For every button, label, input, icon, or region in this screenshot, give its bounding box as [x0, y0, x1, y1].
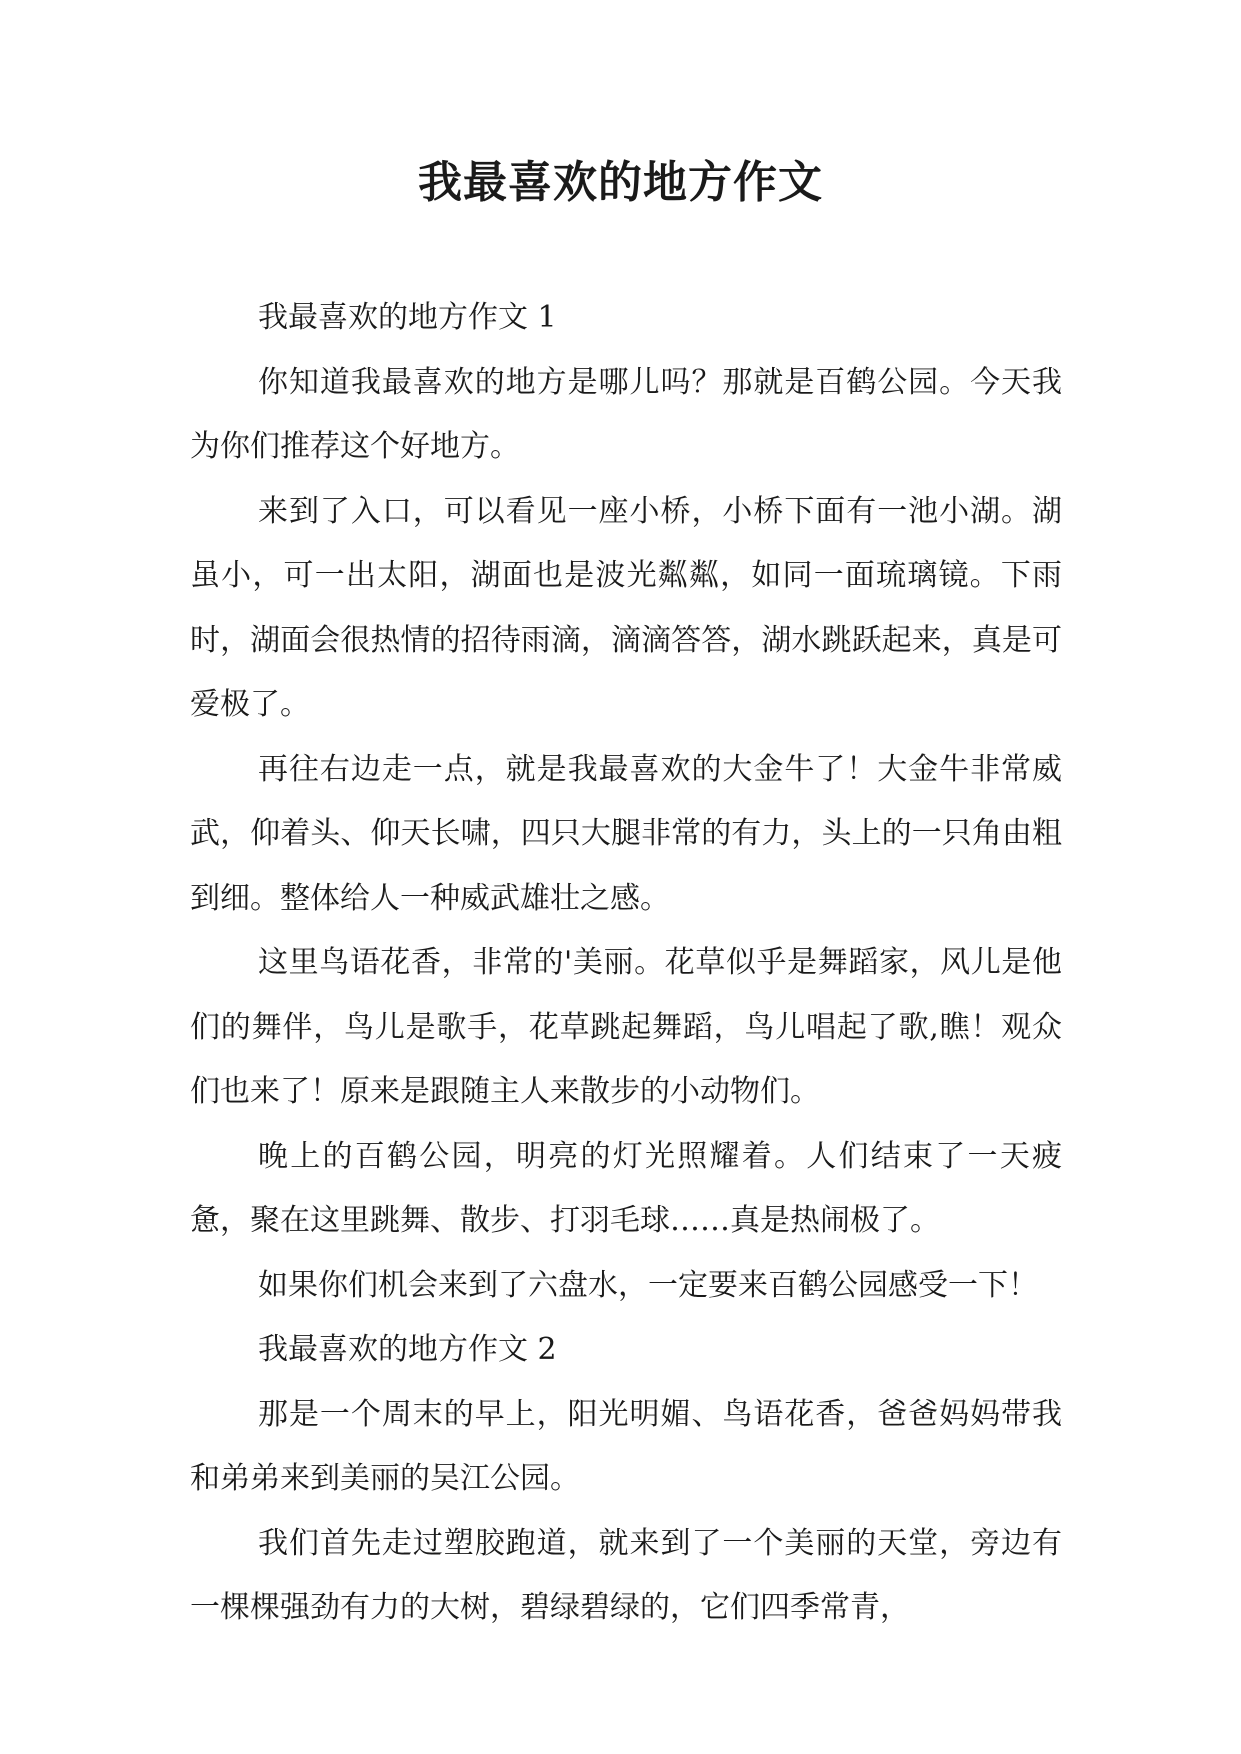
essay-heading: 我最喜欢的地方作文 1	[258, 300, 557, 335]
paragraph: 我们首先走过塑胶跑道，就来到了一个美丽的天堂，旁边有一棵棵强劲有力的大树，碧绿碧绿的，它们四季常青，	[190, 1525, 1062, 1625]
paragraph: 晚上的百鹤公园，明亮的灯光照耀着。人们结束了一天疲惫，聚在这里跳舞、散步、打羽毛球……真是热闹极了。	[190, 1138, 1062, 1238]
paragraph: 你知道我最喜欢的地方是哪儿吗？那就是百鹤公园。今天我为你们推荐这个好地方。	[190, 364, 1062, 464]
document-body	[190, 286, 1062, 1641]
paragraph: 再往右边走一点，就是我最喜欢的大金牛了！大金牛非常威武，仰着头、仰天长啸，四只大腿非常的有力，头上的一只角由粗到细。整体给人一种威武雄壮之感。	[190, 751, 1062, 916]
essay-heading: 我最喜欢的地方作文 2	[258, 1332, 557, 1367]
paragraph: 那是一个周末的早上，阳光明媚、鸟语花香，爸爸妈妈带我和弟弟来到美丽的吴江公园。	[190, 1396, 1062, 1496]
document-title: 我最喜欢的地方作文	[418, 157, 823, 208]
paragraph: 如果你们机会来到了六盘水，一定要来百鹤公园感受一下！	[258, 1267, 1038, 1303]
paragraph: 来到了入口，可以看见一座小桥，小桥下面有一池小湖。湖虽小，可一出太阳，湖面也是波光粼粼，如同一面琉璃镜。下雨时，湖面会很热情的招待雨滴，滴滴答答，湖水跳跃起来，真是可爱极了。	[190, 493, 1062, 722]
paragraph: 这里鸟语花香，非常的'美丽。花草似乎是舞蹈家，风儿是他们的舞伴，鸟儿是歌手，花草跳起舞蹈，鸟儿唱起了歌,瞧！观众们也来了！原来是跟随主人来散步的小动物们。	[190, 945, 1062, 1109]
